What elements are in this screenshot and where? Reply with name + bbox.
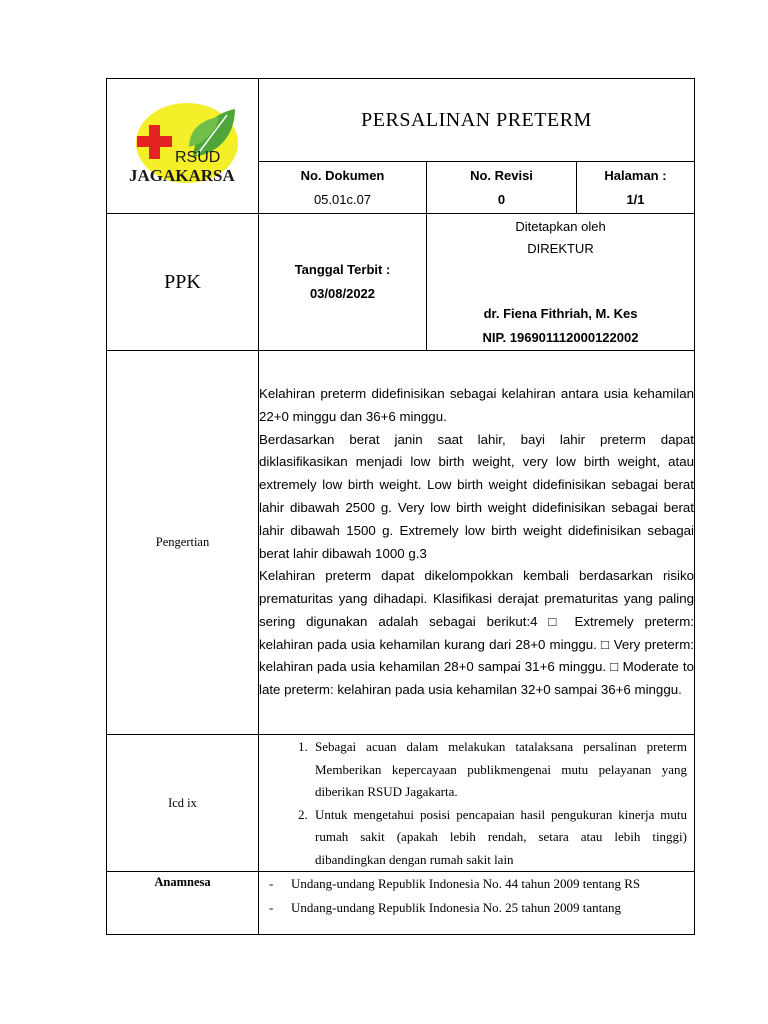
signatory-nip: NIP. 196901112000122002 <box>482 330 639 345</box>
pengertian-paragraph: Kelahiran preterm dapat dikelompokkan kembali berdasarkan risiko prematuritas yang dihadapi. Klasifikasi derajat prematuritas yang paling sering digunakan adalah sebagai berikut:4 □ Extremely preterm: kelahiran pada usia kehamilan kurang dari 28+0 minggu. □ Very preterm: kelahiran pada usia kehamilan 28+0 sampai 31+6 minggu. □ Moderate to late preterm: kelahiran pada usia kehamilan 32+0 sampai 36+6 minggu. <box>259 568 694 698</box>
pengertian-label: Pengertian <box>107 351 259 735</box>
logo-cell <box>107 79 259 214</box>
hospital-logo <box>123 99 243 189</box>
document-table <box>106 78 695 935</box>
list-item: 1. Sebagai acuan dalam melakukan tatalaksana persalinan preterm Memberikan kepercayaan publikmengenai mutu pelayanan yang diberikan RSUD Jagakarta. <box>311 736 687 804</box>
doc-number-value: 05.01c.07 <box>313 191 372 207</box>
page-cell <box>577 162 695 214</box>
list-item: - Undang-undang Republik Indonesia No. 44 tahun 2009 tentang RS <box>269 872 687 896</box>
pengertian-content <box>259 351 695 735</box>
page-value: 1/1 <box>626 191 645 207</box>
list-item: 2. Untuk mengetahui posisi pencapaian hasil pengukuran kinerja mutu rumah sakit (apakah lebih rendah, setara atau lebih tinggi) dibandingkan dengan rumah sakit lain <box>311 804 687 872</box>
revision-cell <box>427 162 577 214</box>
issue-date-value: 03/08/2022 <box>309 286 376 301</box>
doc-number-label: No. Dokumen <box>300 167 385 183</box>
anamnesa-list <box>259 872 694 920</box>
list-item: - Undang-undang Republik Indonesia No. 25 tahun 2009 tantang <box>269 896 687 920</box>
ppk-label: PPK <box>107 214 259 351</box>
anamnesa-content <box>259 872 695 935</box>
document-title: PERSALINAN PRETERM <box>259 79 695 162</box>
approved-by-label: Ditetapkan oleh <box>515 219 606 234</box>
issue-date-label: Tanggal Terbit : <box>294 262 391 277</box>
approved-by-role: DIREKTUR <box>527 241 594 256</box>
page-label: Halaman : <box>604 167 667 183</box>
icd-content <box>259 735 695 872</box>
icd-list <box>259 736 694 871</box>
anamnesa-label: Anamnesa <box>107 872 259 935</box>
doc-number-cell <box>259 162 427 214</box>
pengertian-paragraph: Berdasarkan berat janin saat lahir, bayi lahir preterm dapat diklasifikasikan menjadi low birth weight, very low birth weight, atau extremely low birth weight. Low birth weight didefinisikan sebagai berat lahir dibawah 2500 g. Very low birth weight didefinisikan sebagai berat lahir dibawah 1500 g. Extremely low birth weight didefinisikan sebagai berat lahir dibawah 1000 g.3 <box>259 431 694 561</box>
icd-label: Icd ix <box>107 735 259 872</box>
revision-label: No. Revisi <box>470 167 533 183</box>
signatory-name: dr. Fiena Fithriah, M. Kes <box>483 306 638 321</box>
approval-cell <box>427 214 695 351</box>
logo-text-jagakarsa: JAGAKARSA <box>128 165 235 185</box>
pengertian-paragraph: Kelahiran preterm didefinisikan sebagai kelahiran antara usia kehamilan 22+0 minggu dan 36+6 minggu. <box>259 385 694 424</box>
logo-text-rsud: RSUD <box>174 148 220 166</box>
revision-value: 0 <box>497 191 506 207</box>
issue-date-cell <box>259 214 427 351</box>
